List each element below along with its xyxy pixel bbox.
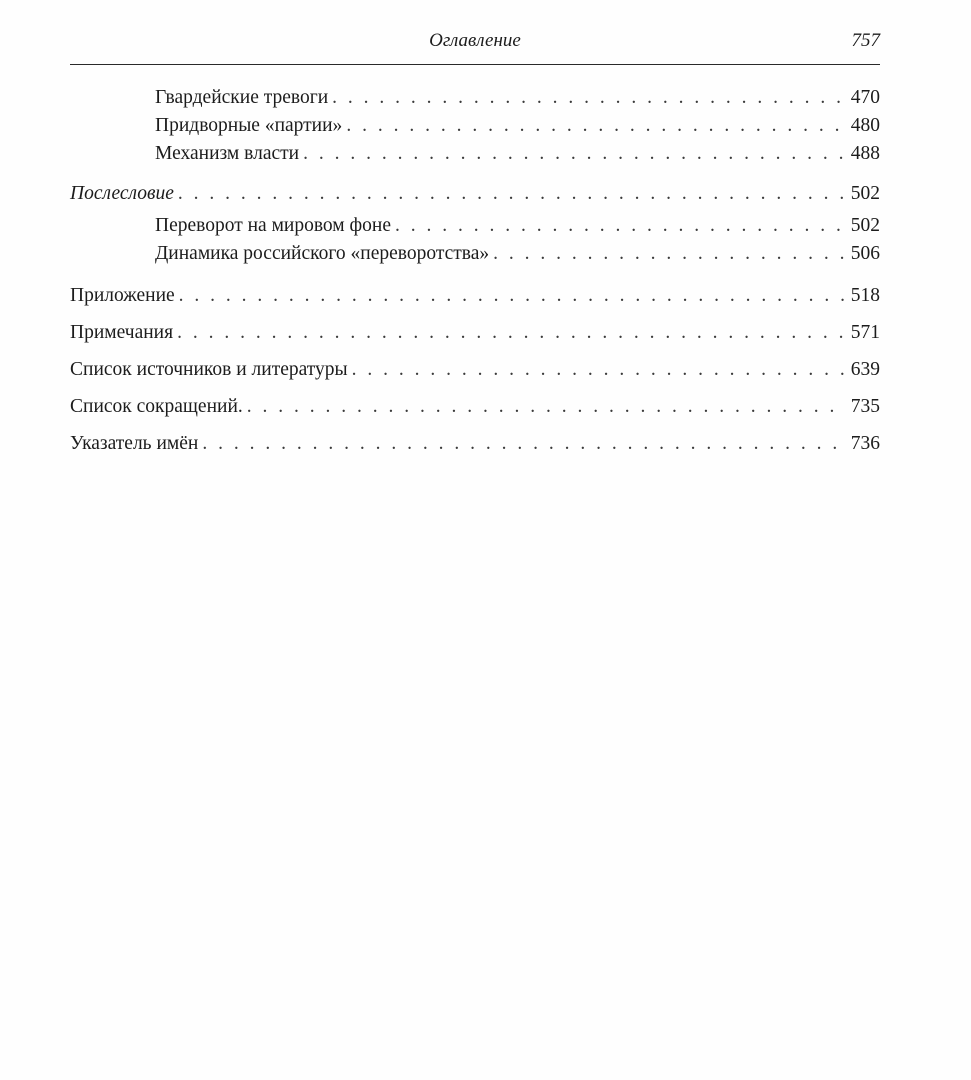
toc-entry-label: Примечания: [70, 322, 174, 343]
dot-leader: [332, 84, 845, 112]
toc-entry: [155, 84, 880, 112]
dot-leader: [202, 430, 844, 458]
header-rule: [70, 64, 880, 65]
toc-entry: [155, 240, 880, 268]
dot-leader: [395, 212, 845, 240]
dot-leader: [179, 282, 845, 310]
dot-leader: [178, 180, 845, 208]
toc-entry-page: 571: [850, 322, 880, 343]
toc-entry-page: 735: [850, 396, 880, 417]
toc-entry: [70, 430, 880, 458]
dot-leader: [346, 112, 844, 140]
toc-entry-page: 470: [850, 87, 880, 108]
toc-entry-page: 639: [850, 359, 880, 380]
dot-leader: [303, 140, 845, 168]
toc-entry: [155, 140, 880, 168]
toc-entry: [70, 319, 880, 347]
page-number: 757: [851, 30, 880, 51]
toc-entry-page: 518: [850, 285, 880, 306]
toc-entry-page: 480: [850, 115, 880, 136]
toc-entry: [155, 112, 880, 140]
dot-leader: [352, 356, 845, 384]
toc-entry-label: Гвардейские тревоги: [155, 87, 329, 108]
toc-entry-page: 506: [850, 243, 880, 264]
toc-entry: [155, 212, 880, 240]
toc-entry-page: 502: [850, 183, 880, 204]
toc-entry-label: Механизм власти: [155, 143, 300, 164]
toc-entry-page: 488: [850, 143, 880, 164]
dot-leader: [177, 319, 845, 347]
toc-entry-label: Список сокращений.: [70, 396, 243, 417]
toc-entry: [70, 282, 880, 310]
toc-entry-label: Приложение: [70, 285, 175, 306]
toc-entry-label: Придворные «партии»: [155, 115, 343, 136]
toc-entry-label: Указатель имён: [70, 433, 199, 454]
toc-entry-label: Послесловие: [70, 183, 174, 204]
toc-entry-page: 736: [850, 433, 880, 454]
toc-entry: [70, 180, 880, 208]
toc-entry-label: Список источников и литературы: [70, 359, 348, 380]
running-head: [70, 28, 880, 58]
dot-leader: [247, 393, 845, 421]
running-head-title: Оглавление: [429, 30, 521, 51]
toc-entry-page: 502: [850, 215, 880, 236]
dot-leader: [493, 240, 845, 268]
toc-entry-label: Переворот на мировом фоне: [155, 215, 391, 236]
toc-entry: [70, 356, 880, 384]
toc-entry: [70, 393, 880, 421]
toc-entry-label: Динамика российского «переворотства»: [155, 243, 490, 264]
